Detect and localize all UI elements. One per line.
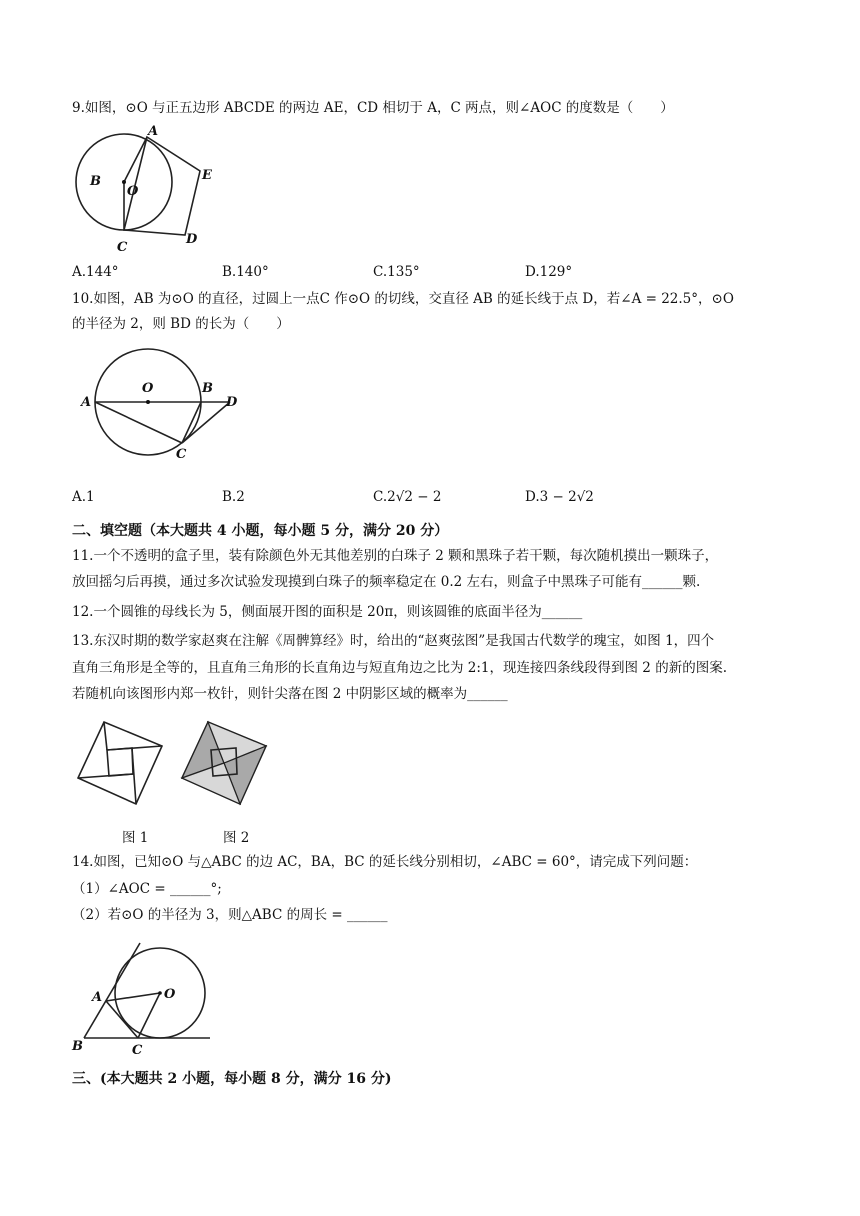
section3-heading: 三、(本大题共 2 小题，每小题 8 分，满分 16 分) bbox=[72, 1071, 392, 1087]
q14-label-b: B bbox=[72, 1039, 83, 1054]
q9-label-a: A bbox=[148, 125, 159, 139]
q10-label-a: A bbox=[81, 395, 92, 410]
q10-label-c: C bbox=[176, 447, 187, 462]
q14-label-o: O bbox=[164, 987, 176, 1002]
q9-option-d: D.129° bbox=[525, 264, 573, 280]
section2-heading: 二、填空题（本大题共 4 小题，每小题 5 分，满分 20 分） bbox=[72, 523, 449, 539]
q9-label-d: D bbox=[186, 232, 198, 247]
q14-part1: （1）∠AOC = ______°; bbox=[72, 881, 222, 897]
q10-stem-line1: 10.如图，AB 为⊙O 的直径，过圆上一点C 作⊙O 的切线，交直径 AB 的延长线于点 D，若∠A = 22.5°，⊙O bbox=[72, 291, 734, 307]
q14-line1: 14.如图，已知⊙O 与△ABC 的边 AC，BA，BC 的延长线分别相切，∠ABC = 60°，请完成下列问题： bbox=[72, 854, 698, 870]
q10-label-d: D bbox=[226, 395, 238, 410]
q10-option-c: C.2√2 − 2 bbox=[373, 489, 442, 505]
q10-label-o: O bbox=[142, 381, 154, 396]
q9-option-b: B.140° bbox=[222, 264, 269, 280]
q14-label-a: A bbox=[92, 990, 103, 1005]
q9-label-c: C bbox=[117, 240, 128, 255]
q14-figure bbox=[70, 938, 220, 1058]
q13-line3: 若随机向该图形内郑一枚针，则针尖落在图 2 中阴影区域的概率为______ bbox=[72, 686, 508, 702]
q10-label-b: B bbox=[202, 381, 213, 396]
q9-label-b: B bbox=[90, 174, 101, 189]
q11-line2: 放回摇匀后再摸，通过多次试验发现摸到白珠子的频率稳定在 0.2 左右，则盒子中黑珠子可能有______颗. bbox=[72, 574, 701, 590]
q10-stem-line2: 的半径为 2，则 BD 的长为（ ） bbox=[72, 316, 290, 332]
q9-option-a: A.144° bbox=[72, 264, 119, 280]
q13-figure-2 bbox=[178, 718, 270, 808]
q10-option-a: A.1 bbox=[72, 489, 95, 505]
q12-line1: 12.一个圆锥的母线长为 5，侧面展开图的面积是 20π，则该圆锥的底面半径为______ bbox=[72, 604, 583, 620]
q9-label-o: O bbox=[127, 184, 139, 199]
q10-option-b: B.2 bbox=[222, 489, 245, 505]
q14-label-c: C bbox=[132, 1043, 143, 1058]
q13-line2: 直角三角形是全等的，且直角三角形的长直角边与短直角边之比为 2:1，现连接四条线段得到图 2 的新的图案. bbox=[72, 660, 727, 676]
q13-fig1-caption: 图 1 bbox=[122, 830, 149, 846]
q9-option-c: C.135° bbox=[373, 264, 420, 280]
q13-line1: 13.东汉时期的数学家赵爽在注解《周髀算经》时，给出的“赵爽弦图”是我国古代数学的瑰宝，如图 1，四个 bbox=[72, 633, 715, 649]
q9-stem: 9.如图，⊙O 与正五边形 ABCDE 的两边 AE，CD 相切于 A，C 两点，则∠AOC 的度数是（ ） bbox=[72, 100, 674, 116]
q13-fig2-caption: 图 2 bbox=[223, 830, 250, 846]
q13-figure-1 bbox=[74, 718, 166, 808]
q14-part2: （2）若⊙O 的半径为 3，则△ABC 的周长 = ______ bbox=[72, 907, 388, 923]
q10-option-d: D.3 − 2√2 bbox=[525, 489, 594, 505]
q9-figure bbox=[72, 125, 242, 255]
q9-label-e: E bbox=[202, 168, 212, 183]
q10-figure bbox=[78, 340, 248, 470]
q11-line1: 11.一个不透明的盒子里，装有除颜色外无其他差别的白珠子 2 颗和黑珠子若干颗，每次随机摸出一颗珠子， bbox=[72, 548, 719, 564]
